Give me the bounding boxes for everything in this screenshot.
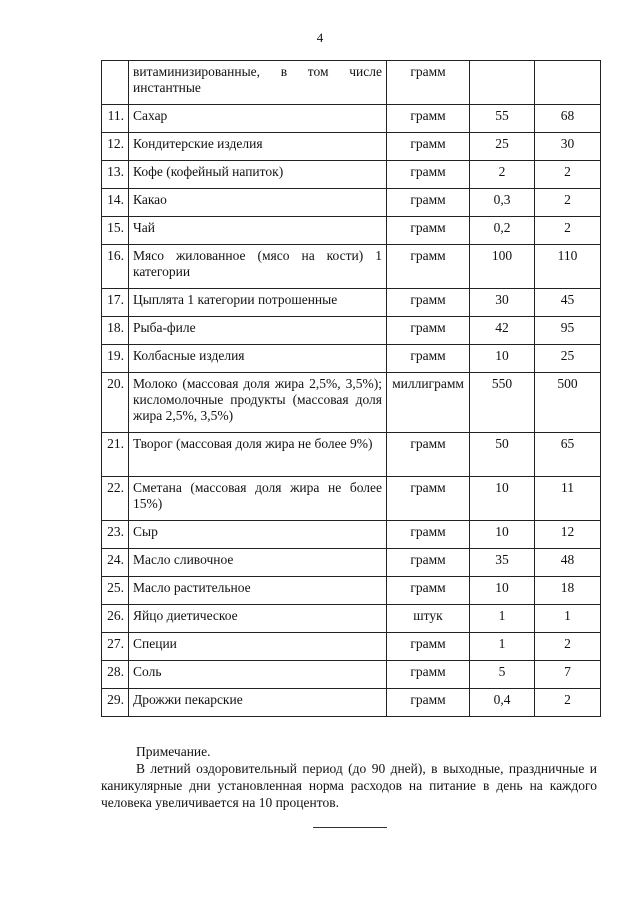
unit-of-measure: грамм	[387, 633, 470, 661]
row-number: 16.	[102, 245, 129, 289]
norm-value-1: 10	[470, 477, 535, 521]
norm-value-2: 68	[535, 105, 601, 133]
norm-value-1: 10	[470, 577, 535, 605]
table-row	[102, 521, 601, 549]
norm-value-1: 55	[470, 105, 535, 133]
norm-value-2: 48	[535, 549, 601, 577]
table-row	[102, 345, 601, 373]
row-number: 25.	[102, 577, 129, 605]
note-text: В летний оздоровительный период (до 90 дней), в выходные, праздничные и каникулярные дни установленная норма расходов на питание в день на каждого человека увеличивается на 10 процентов.	[101, 761, 597, 810]
norm-value-1: 35	[470, 549, 535, 577]
unit-of-measure: грамм	[387, 689, 470, 717]
unit-of-measure: грамм	[387, 521, 470, 549]
norm-value-1: 50	[470, 433, 535, 477]
product-name: Цыплята 1 категории потрошенные	[129, 289, 387, 317]
table-row	[102, 61, 601, 105]
norm-value-2: 12	[535, 521, 601, 549]
row-number: 28.	[102, 661, 129, 689]
row-number: 22.	[102, 477, 129, 521]
product-name: Яйцо диетическое	[129, 605, 387, 633]
row-number: 26.	[102, 605, 129, 633]
unit-of-measure: грамм	[387, 161, 470, 189]
row-number: 29.	[102, 689, 129, 717]
norm-value-2: 2	[535, 633, 601, 661]
page-number: 4	[316, 30, 324, 45]
table-row	[102, 549, 601, 577]
norm-value-1: 1	[470, 633, 535, 661]
product-name: витаминизированные, в том числе инстантные	[129, 61, 387, 105]
unit-of-measure: грамм	[387, 317, 470, 345]
table-row	[102, 189, 601, 217]
norm-value-2	[535, 61, 601, 105]
norm-value-2: 2	[535, 189, 601, 217]
norm-value-2: 2	[535, 161, 601, 189]
row-number	[102, 61, 129, 105]
product-name: Кофе (кофейный напиток)	[129, 161, 387, 189]
unit-of-measure: грамм	[387, 189, 470, 217]
norm-value-2: 1	[535, 605, 601, 633]
unit-of-measure: штук	[387, 605, 470, 633]
norm-value-1	[470, 61, 535, 105]
norm-value-1: 10	[470, 345, 535, 373]
row-number: 19.	[102, 345, 129, 373]
unit-of-measure: грамм	[387, 661, 470, 689]
food-norms-table	[101, 60, 601, 717]
unit-of-measure: грамм	[387, 217, 470, 245]
norm-value-1: 25	[470, 133, 535, 161]
table-row	[102, 605, 601, 633]
table-row	[102, 289, 601, 317]
table-row	[102, 373, 601, 433]
norm-value-1: 42	[470, 317, 535, 345]
norm-value-2: 110	[535, 245, 601, 289]
row-number: 27.	[102, 633, 129, 661]
table-row	[102, 433, 601, 477]
row-number: 21.	[102, 433, 129, 477]
product-name: Творог (массовая доля жира не более 9%)	[129, 433, 387, 477]
norm-value-2: 2	[535, 689, 601, 717]
product-name: Масло растительное	[129, 577, 387, 605]
unit-of-measure: грамм	[387, 477, 470, 521]
row-number: 15.	[102, 217, 129, 245]
table-row	[102, 317, 601, 345]
product-name: Какао	[129, 189, 387, 217]
table-row	[102, 577, 601, 605]
norm-value-2: 45	[535, 289, 601, 317]
row-number: 14.	[102, 189, 129, 217]
unit-of-measure: миллиграмм	[387, 373, 470, 433]
table-row	[102, 161, 601, 189]
row-number: 24.	[102, 549, 129, 577]
table-row	[102, 133, 601, 161]
product-name: Чай	[129, 217, 387, 245]
row-number: 13.	[102, 161, 129, 189]
table-row	[102, 217, 601, 245]
product-name: Сыр	[129, 521, 387, 549]
norm-value-2: 500	[535, 373, 601, 433]
product-name: Кондитерские изделия	[129, 133, 387, 161]
food-norms-table-body	[102, 61, 601, 717]
product-name: Соль	[129, 661, 387, 689]
unit-of-measure: грамм	[387, 577, 470, 605]
table-row	[102, 477, 601, 521]
product-name: Специи	[129, 633, 387, 661]
note-title: Примечание.	[136, 744, 211, 759]
row-number: 12.	[102, 133, 129, 161]
product-name: Молоко (массовая доля жира 2,5%, 3,5%); кисломолочные продукты (массовая доля жира 2,5%, 3,5%)	[129, 373, 387, 433]
note	[101, 743, 597, 811]
norm-value-2: 18	[535, 577, 601, 605]
norm-value-1: 1	[470, 605, 535, 633]
unit-of-measure: грамм	[387, 289, 470, 317]
table-row	[102, 105, 601, 133]
norm-value-1: 0,3	[470, 189, 535, 217]
norm-value-2: 11	[535, 477, 601, 521]
norm-value-1: 0,2	[470, 217, 535, 245]
product-name: Дрожжи пекарские	[129, 689, 387, 717]
table-row	[102, 245, 601, 289]
row-number: 11.	[102, 105, 129, 133]
product-name: Колбасные изделия	[129, 345, 387, 373]
product-name: Масло сливочное	[129, 549, 387, 577]
norm-value-2: 95	[535, 317, 601, 345]
unit-of-measure: грамм	[387, 245, 470, 289]
table-row	[102, 633, 601, 661]
norm-value-1: 2	[470, 161, 535, 189]
norm-value-1: 30	[470, 289, 535, 317]
unit-of-measure: грамм	[387, 549, 470, 577]
row-number: 23.	[102, 521, 129, 549]
unit-of-measure: грамм	[387, 61, 470, 105]
norm-value-1: 5	[470, 661, 535, 689]
product-name: Мясо жилованное (мясо на кости) 1 категории	[129, 245, 387, 289]
unit-of-measure: грамм	[387, 433, 470, 477]
product-name: Рыба-филе	[129, 317, 387, 345]
norm-value-1: 10	[470, 521, 535, 549]
norm-value-2: 30	[535, 133, 601, 161]
table-row	[102, 689, 601, 717]
norm-value-2: 25	[535, 345, 601, 373]
norm-value-2: 65	[535, 433, 601, 477]
product-name: Сметана (массовая доля жира не более 15%)	[129, 477, 387, 521]
unit-of-measure: грамм	[387, 345, 470, 373]
unit-of-measure: грамм	[387, 105, 470, 133]
row-number: 20.	[102, 373, 129, 433]
norm-value-1: 100	[470, 245, 535, 289]
closing-rule	[313, 827, 387, 828]
norm-value-2: 2	[535, 217, 601, 245]
product-name: Сахар	[129, 105, 387, 133]
table-row	[102, 661, 601, 689]
row-number: 17.	[102, 289, 129, 317]
row-number: 18.	[102, 317, 129, 345]
norm-value-1: 550	[470, 373, 535, 433]
norm-value-1: 0,4	[470, 689, 535, 717]
unit-of-measure: грамм	[387, 133, 470, 161]
norm-value-2: 7	[535, 661, 601, 689]
